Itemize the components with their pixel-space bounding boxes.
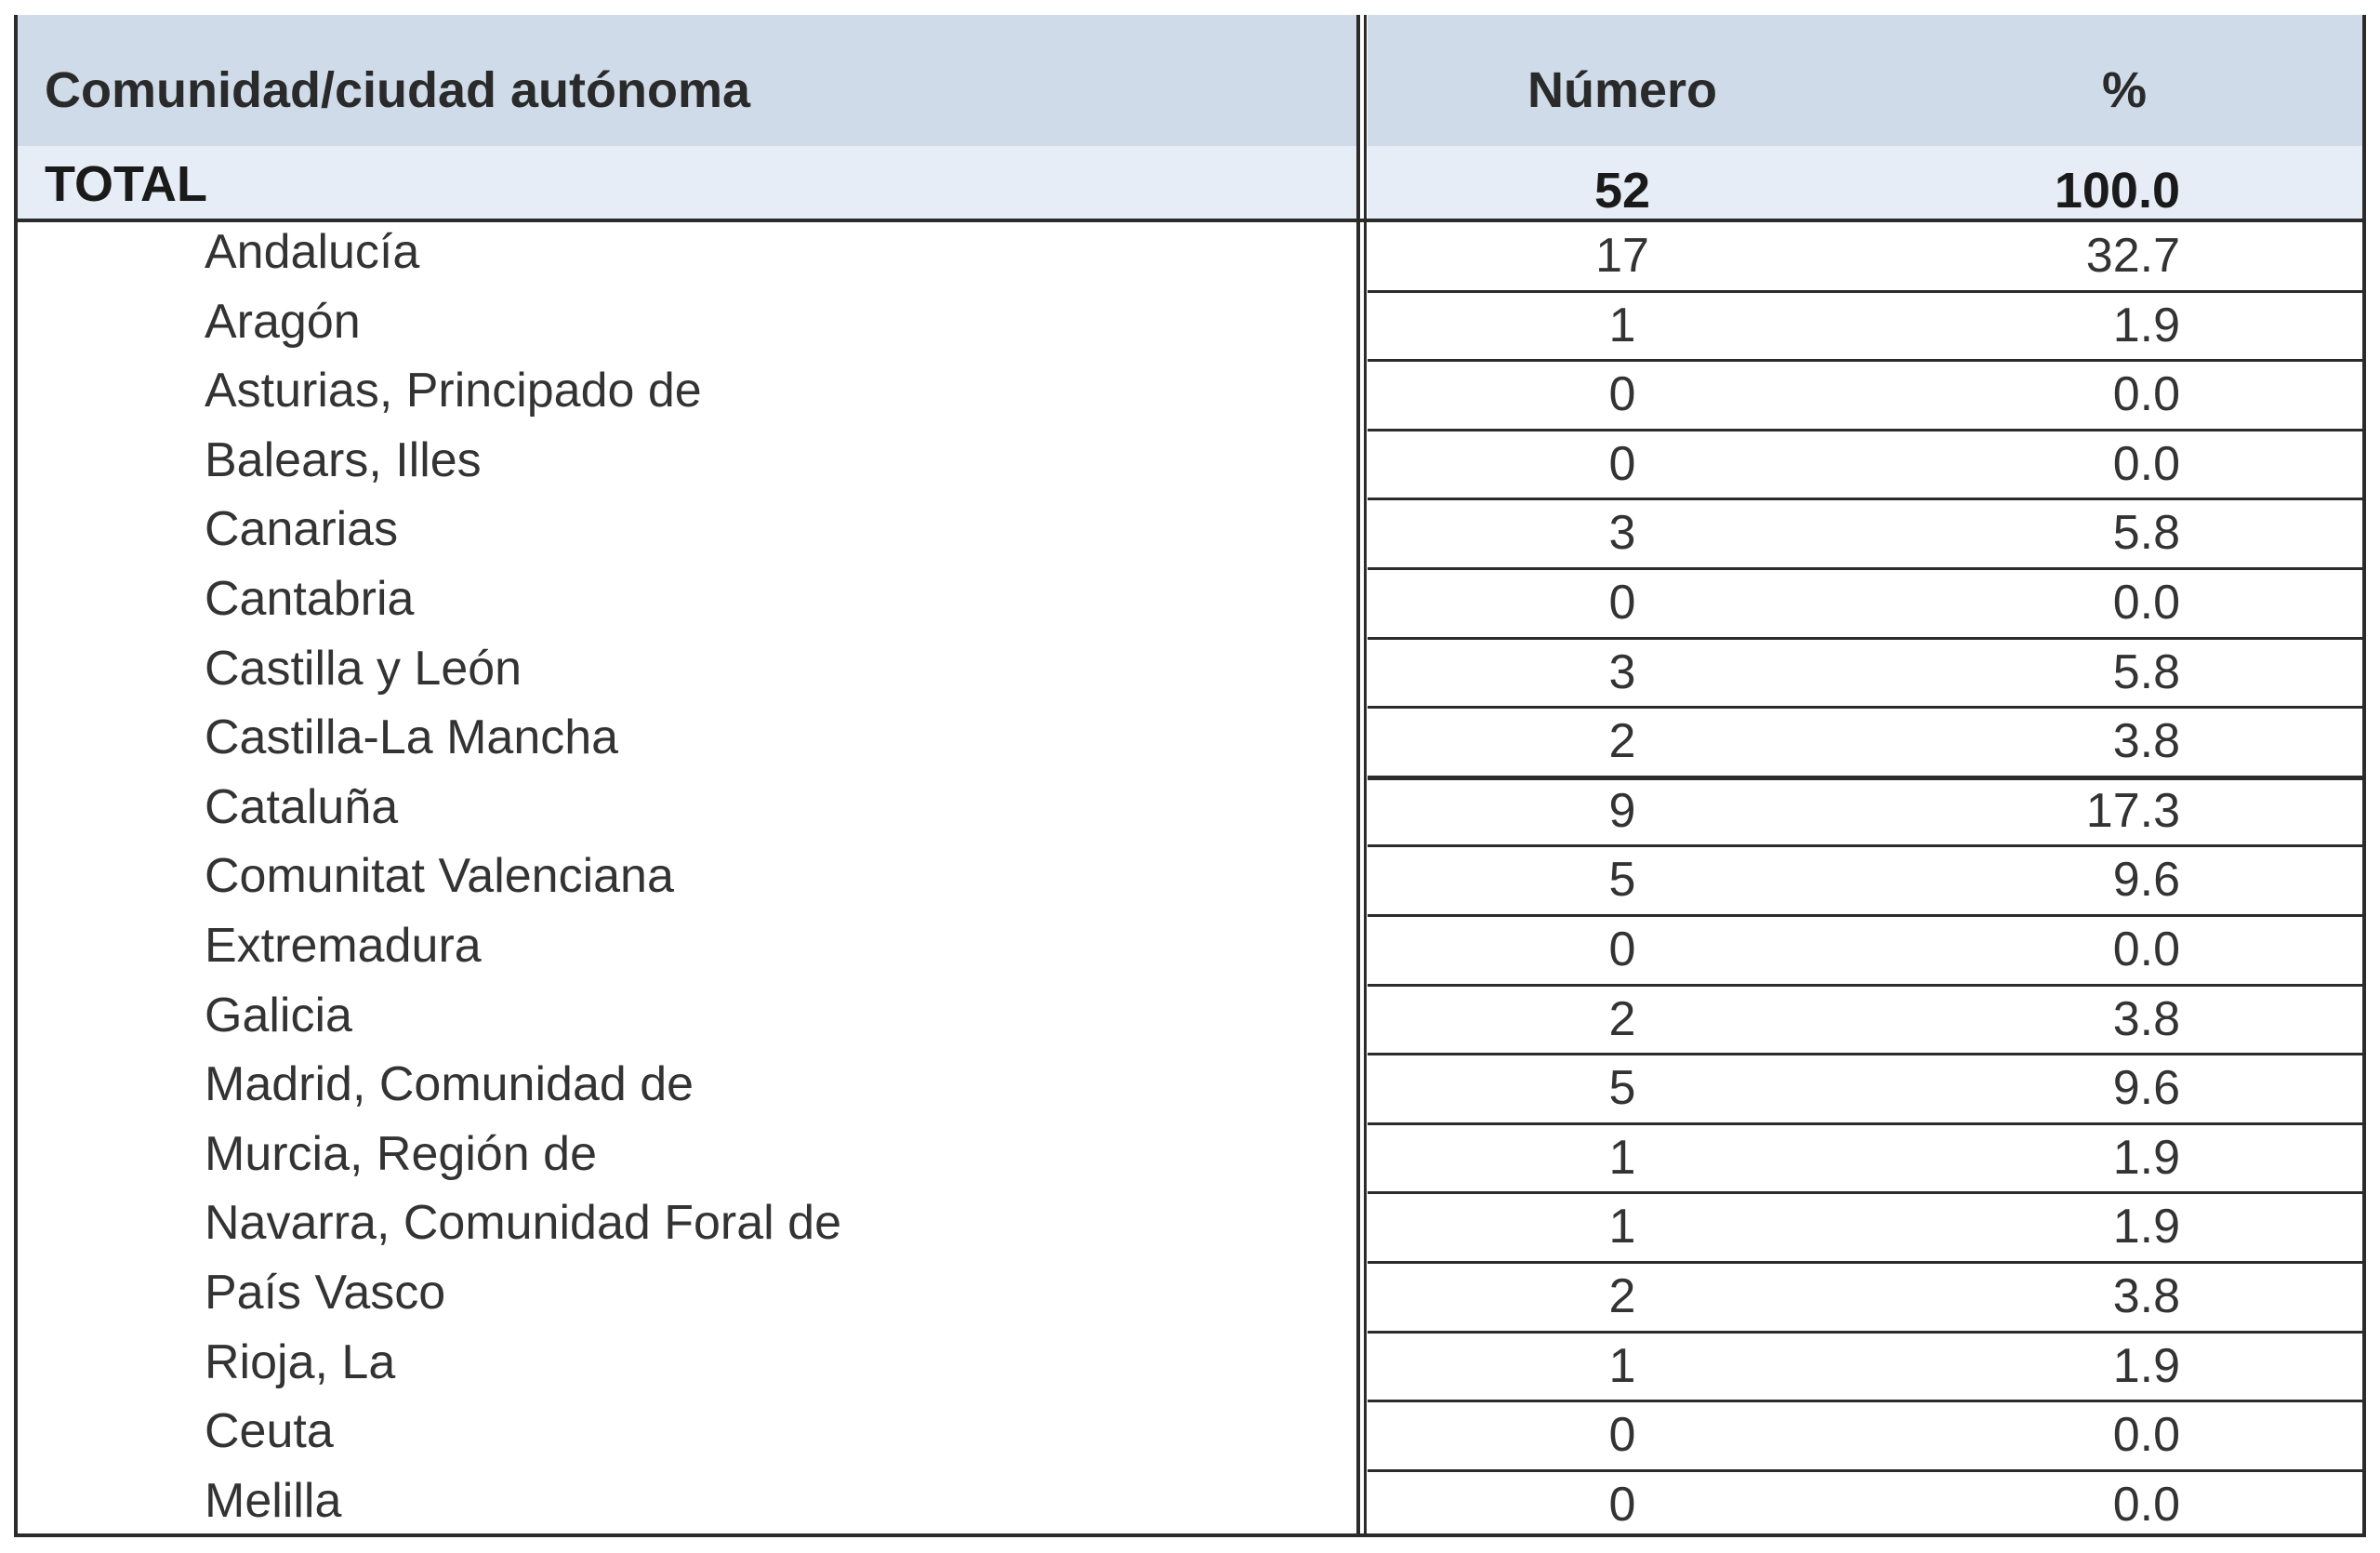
region-number: 2 — [1608, 1269, 1636, 1323]
region-number: 3 — [1608, 506, 1636, 561]
region-name: Rioja, La — [205, 1334, 396, 1389]
region-name: Madrid, Comunidad de — [205, 1057, 694, 1112]
row-divider — [1368, 1191, 2366, 1194]
table-border-bottom — [14, 1533, 2366, 1537]
region-name: Cataluña — [205, 779, 399, 834]
region-number: 0 — [1608, 576, 1636, 630]
row-divider — [1368, 706, 2366, 709]
region-percent: 1.9 — [2112, 1130, 2180, 1185]
region-name: Balears, Illes — [205, 432, 482, 487]
row-divider — [1368, 984, 2366, 987]
region-percent: 1.9 — [2112, 1200, 2180, 1254]
table-border-left — [14, 15, 18, 1537]
region-name: Melilla — [205, 1473, 342, 1528]
region-name: Cantabria — [205, 572, 415, 626]
header-percent: % — [2101, 62, 2147, 118]
region-number: 17 — [1595, 229, 1649, 283]
total-bottom-rule — [14, 219, 2366, 222]
region-name: Ceuta — [205, 1404, 334, 1459]
region-number: 1 — [1608, 1338, 1636, 1393]
region-name: Canarias — [205, 502, 399, 557]
region-percent: 0.0 — [2112, 1477, 2180, 1532]
column-divider-left — [1356, 15, 1360, 1537]
region-percent: 0.0 — [2112, 367, 2180, 422]
region-number: 2 — [1608, 714, 1636, 769]
region-name: Extremadura — [205, 919, 482, 973]
region-number: 0 — [1608, 1477, 1636, 1532]
region-number: 5 — [1608, 853, 1636, 908]
region-percent: 1.9 — [2112, 1338, 2180, 1393]
row-divider — [1368, 1331, 2366, 1334]
region-number: 5 — [1608, 1061, 1636, 1116]
region-percent: 5.8 — [2112, 644, 2180, 699]
row-divider — [1368, 359, 2366, 362]
region-percent: 3.8 — [2112, 991, 2180, 1046]
region-name: Castilla y León — [205, 641, 522, 696]
row-divider — [1368, 914, 2366, 917]
row-divider — [1368, 776, 2366, 780]
region-percent: 0.0 — [2112, 576, 2180, 630]
total-percent: 100.0 — [2054, 163, 2180, 219]
region-number: 0 — [1608, 367, 1636, 422]
region-percent: 0.0 — [2112, 923, 2180, 976]
region-number: 0 — [1608, 923, 1636, 976]
region-percent: 0.0 — [2112, 1408, 2180, 1463]
region-percent: 9.6 — [2112, 853, 2180, 908]
region-number: 1 — [1608, 1200, 1636, 1254]
header-number: Número — [1527, 62, 1718, 118]
region-percent: 9.6 — [2112, 1061, 2180, 1116]
row-divider — [1368, 1400, 2366, 1402]
row-divider — [1368, 844, 2366, 847]
row-divider — [1368, 1053, 2366, 1055]
region-name: Comunitat Valenciana — [205, 849, 674, 904]
total-label: TOTAL — [45, 156, 207, 212]
row-divider — [1368, 429, 2366, 431]
total-number: 52 — [1593, 163, 1651, 219]
region-percent: 3.8 — [2112, 1269, 2180, 1323]
region-percent: 1.9 — [2112, 298, 2180, 352]
region-percent: 17.3 — [2085, 783, 2180, 838]
row-divider — [1368, 567, 2366, 570]
region-number: 3 — [1608, 644, 1636, 699]
table-border-right — [2362, 15, 2366, 1537]
region-percent: 3.8 — [2112, 714, 2180, 769]
region-number: 2 — [1608, 991, 1636, 1046]
region-name: País Vasco — [205, 1266, 446, 1320]
region-number: 0 — [1608, 1408, 1636, 1463]
region-number: 1 — [1608, 298, 1636, 352]
region-number: 0 — [1608, 436, 1636, 491]
column-divider-right — [1364, 15, 1367, 1537]
region-percent: 0.0 — [2112, 436, 2180, 491]
row-divider — [1368, 1261, 2366, 1264]
region-number: 9 — [1608, 783, 1636, 838]
row-divider — [1368, 1122, 2366, 1125]
total-background-region — [14, 146, 1356, 220]
region-name: Andalucía — [205, 225, 420, 279]
region-name: Galicia — [205, 988, 352, 1042]
data-table — [14, 15, 2366, 1537]
region-name: Castilla-La Mancha — [205, 710, 619, 765]
row-divider — [1368, 498, 2366, 500]
region-percent: 32.7 — [2085, 229, 2180, 283]
region-number: 1 — [1608, 1130, 1636, 1185]
row-divider — [1368, 637, 2366, 640]
region-name: Aragón — [205, 294, 361, 349]
region-name: Asturias, Principado de — [205, 364, 702, 418]
region-percent: 5.8 — [2112, 506, 2180, 561]
header-region: Comunidad/ciudad autónoma — [45, 62, 751, 118]
row-divider — [1368, 1469, 2366, 1472]
region-name: Murcia, Región de — [205, 1126, 597, 1181]
row-divider — [1368, 290, 2366, 293]
region-name: Navarra, Comunidad Foral de — [205, 1196, 841, 1251]
